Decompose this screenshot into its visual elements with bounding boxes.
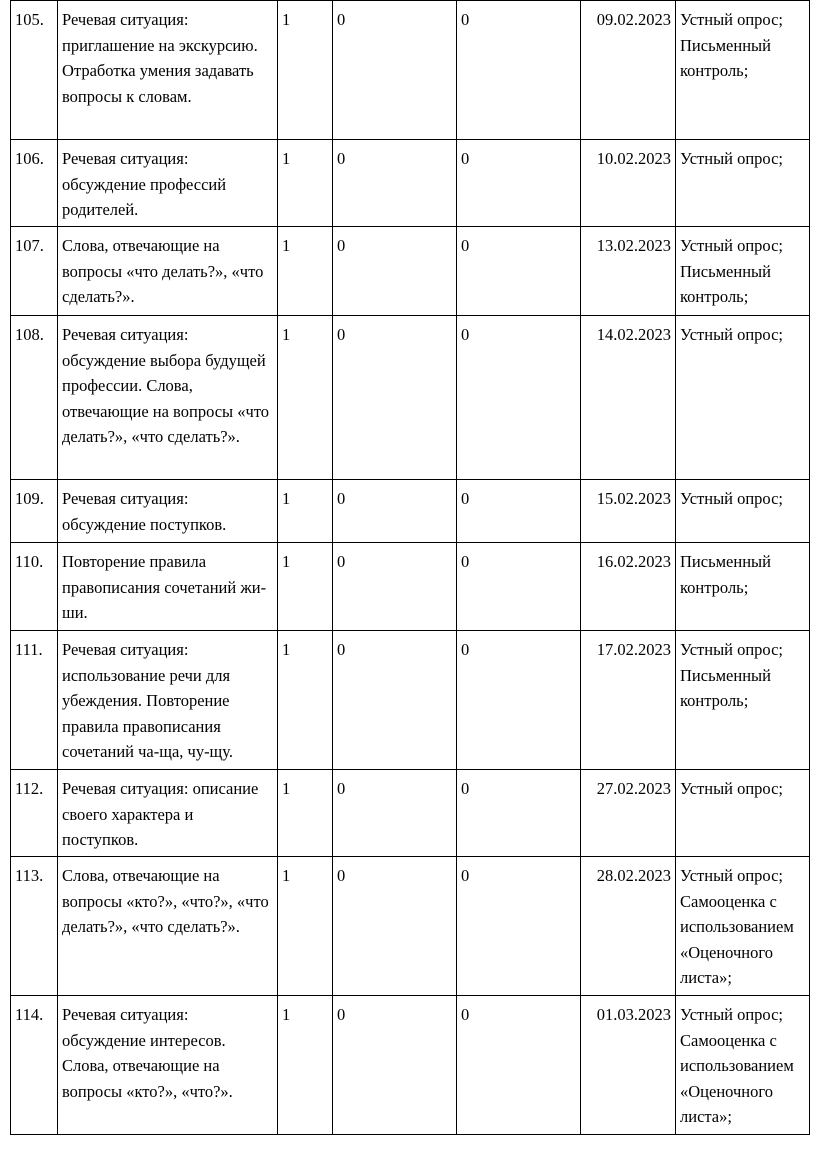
hours-practice: 0 bbox=[457, 227, 581, 316]
hours-practice: 0 bbox=[457, 140, 581, 227]
control-form: Устный опрос; bbox=[676, 140, 810, 227]
lesson-date: 01.03.2023 bbox=[581, 996, 676, 1135]
hours-control: 0 bbox=[333, 1, 457, 140]
lesson-date: 13.02.2023 bbox=[581, 227, 676, 316]
row-number: 109. bbox=[11, 480, 58, 543]
lesson-topic: Речевая ситуация: обсуждение поступков. bbox=[58, 480, 278, 543]
hours-practice: 0 bbox=[457, 1, 581, 140]
lesson-topic: Слова, отвечающие на вопросы «кто?», «что?», «что делать?», «что сделать?». bbox=[58, 857, 278, 996]
hours-control: 0 bbox=[333, 140, 457, 227]
lesson-date: 09.02.2023 bbox=[581, 1, 676, 140]
hours-practice: 0 bbox=[457, 480, 581, 543]
hours-control: 0 bbox=[333, 857, 457, 996]
table-row bbox=[11, 480, 810, 543]
lesson-date: 28.02.2023 bbox=[581, 857, 676, 996]
control-form: Письменный контроль; bbox=[676, 543, 810, 631]
hours-control: 0 bbox=[333, 316, 457, 480]
lesson-topic: Повторение правила правописания сочетаний жи-ши. bbox=[58, 543, 278, 631]
lesson-topic: Речевая ситуация: использование речи для убеждения. Повторение правила правописания сочетаний ча-ща, чу-щу. bbox=[58, 631, 278, 770]
hours-control: 0 bbox=[333, 631, 457, 770]
hours-practice: 0 bbox=[457, 770, 581, 857]
hours-total: 1 bbox=[278, 316, 333, 480]
control-form: Устный опрос; Письменный контроль; bbox=[676, 631, 810, 770]
table-row bbox=[11, 996, 810, 1135]
hours-total: 1 bbox=[278, 227, 333, 316]
hours-practice: 0 bbox=[457, 996, 581, 1135]
hours-control: 0 bbox=[333, 543, 457, 631]
control-form: Устный опрос; Самооценка с использованием «Оценочного листа»; bbox=[676, 857, 810, 996]
hours-control: 0 bbox=[333, 996, 457, 1135]
hours-total: 1 bbox=[278, 1, 333, 140]
hours-practice: 0 bbox=[457, 857, 581, 996]
control-form: Устный опрос; Самооценка с использованием «Оценочного листа»; bbox=[676, 996, 810, 1135]
lesson-date: 16.02.2023 bbox=[581, 543, 676, 631]
lesson-date: 14.02.2023 bbox=[581, 316, 676, 480]
hours-practice: 0 bbox=[457, 631, 581, 770]
table-row bbox=[11, 857, 810, 996]
table-row bbox=[11, 316, 810, 480]
row-number: 113. bbox=[11, 857, 58, 996]
lesson-date: 10.02.2023 bbox=[581, 140, 676, 227]
table-row bbox=[11, 543, 810, 631]
hours-total: 1 bbox=[278, 140, 333, 227]
hours-total: 1 bbox=[278, 996, 333, 1135]
control-form: Устный опрос; Письменный контроль; bbox=[676, 1, 810, 140]
control-form: Устный опрос; bbox=[676, 316, 810, 480]
table-row bbox=[11, 140, 810, 227]
row-number: 105. bbox=[11, 1, 58, 140]
row-number: 106. bbox=[11, 140, 58, 227]
control-form: Устный опрос; Письменный контроль; bbox=[676, 227, 810, 316]
lesson-date: 17.02.2023 bbox=[581, 631, 676, 770]
lesson-topic: Речевая ситуация: обсуждение профессий родителей. bbox=[58, 140, 278, 227]
table-row bbox=[11, 1, 810, 140]
control-form: Устный опрос; bbox=[676, 770, 810, 857]
row-number: 110. bbox=[11, 543, 58, 631]
row-number: 107. bbox=[11, 227, 58, 316]
hours-practice: 0 bbox=[457, 543, 581, 631]
hours-control: 0 bbox=[333, 227, 457, 316]
lesson-date: 15.02.2023 bbox=[581, 480, 676, 543]
table-row bbox=[11, 227, 810, 316]
lesson-plan-table bbox=[10, 0, 810, 1135]
hours-total: 1 bbox=[278, 857, 333, 996]
table-row bbox=[11, 770, 810, 857]
hours-control: 0 bbox=[333, 480, 457, 543]
hours-total: 1 bbox=[278, 770, 333, 857]
lesson-topic: Речевая ситуация: описание своего характера и поступков. bbox=[58, 770, 278, 857]
lesson-topic: Речевая ситуация: приглашение на экскурсию. Отработка умения задавать вопросы к словам. bbox=[58, 1, 278, 140]
lesson-topic: Слова, отвечающие на вопросы «что делать?», «что сделать?». bbox=[58, 227, 278, 316]
row-number: 114. bbox=[11, 996, 58, 1135]
hours-practice: 0 bbox=[457, 316, 581, 480]
hours-total: 1 bbox=[278, 480, 333, 543]
hours-total: 1 bbox=[278, 631, 333, 770]
hours-total: 1 bbox=[278, 543, 333, 631]
lesson-topic: Речевая ситуация: обсуждение выбора будущей профессии. Слова, отвечающие на вопросы «что делать?», «что сделать?». bbox=[58, 316, 278, 480]
row-number: 111. bbox=[11, 631, 58, 770]
control-form: Устный опрос; bbox=[676, 480, 810, 543]
hours-control: 0 bbox=[333, 770, 457, 857]
lesson-date: 27.02.2023 bbox=[581, 770, 676, 857]
row-number: 108. bbox=[11, 316, 58, 480]
table-row bbox=[11, 631, 810, 770]
row-number: 112. bbox=[11, 770, 58, 857]
lesson-topic: Речевая ситуация: обсуждение интересов. Слова, отвечающие на вопросы «кто?», «что?». bbox=[58, 996, 278, 1135]
